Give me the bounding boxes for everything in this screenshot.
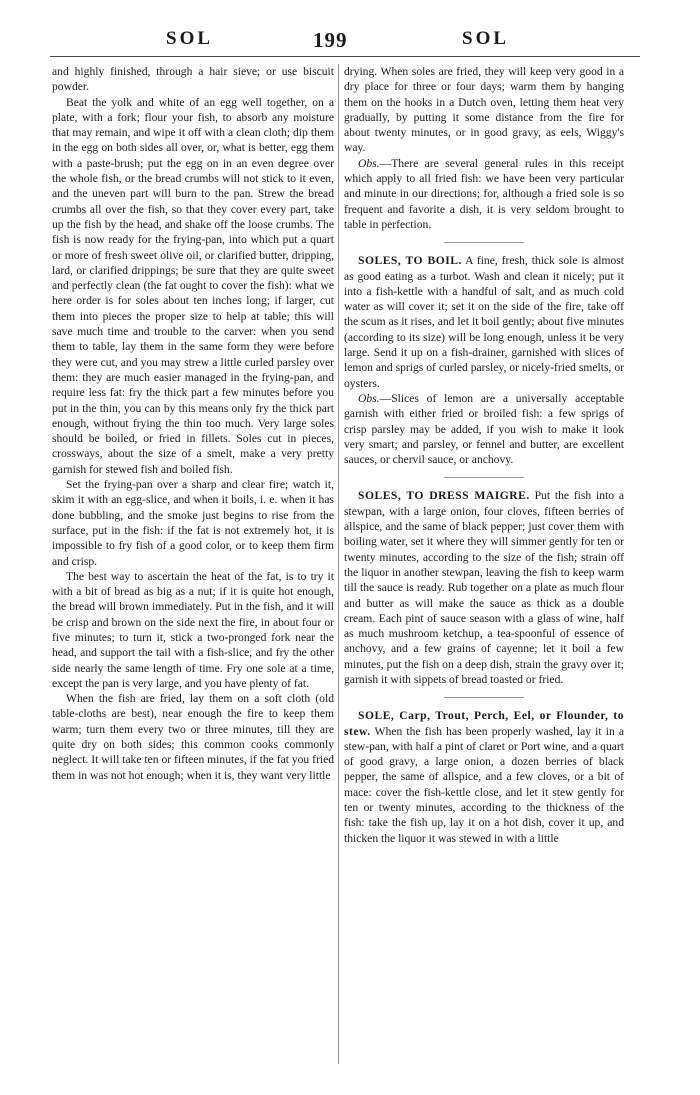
- right-paragraph-1: drying. When soles are fried, they will keep very good in a dry place for three or four days; warm them by hanging them on the hooks in a Dutch oven, letting them heat very gradually, by putting it some distance from the fire for about twenty minutes, or in good gravy, as eels, Wiggy's way.: [344, 65, 624, 155]
- left-paragraph-2: Beat the yolk and white of an egg well together, on a plate, with a fork; flour your fish, to absorb any moisture that may remain, and wipe it off with a clean cloth; dip them in the egg on both sides all over, or, what is better, egg them with a paste-brush; put the egg on in an even degree over the whole fish, or the bread crumbs will not stick to it even, and the uneven part will burn to the pan. Strew the bread crumbs all over the fish, so that they cover every part, take up the fish by the head, and shake off the loose crumbs. The fish is now ready for the frying-pan, into which put a quart or more of fresh sweet olive oil, or clarified butter, dripping, lard, or clarified drippings; be sure that they are quite sweet and perfectly clean (the fat ought to cover the fish): what we here order is for soles about ten inches long; if larger, cut them into pieces the proper size to help at table; this will save much time and trouble to the carver: when you send them to table, lay them in the same form they were before they were cut, and you may strew a little curled parsley over them: they are much easier managed in the frying-pan, and require less fat: fry the thick part a few minutes before you put in the thin, you can by this means only fry the thick part enough, without frying the thin too much. Very large soles should be boiled, or fried in fillets. Soles cut in pieces, crossways, about the size of a smelt, make a very pretty garnish for stewed fish and boiled fish.: [52, 95, 334, 476]
- left-paragraph-4: The best way to ascertain the heat of the fat, is to try it with a bit of bread as big as a nut; if it is quite hot enough, the bread will brown immediately. Put in the fish, and it will be crisp and brown on the side next the fire, in about four or five minutes; to turn it, stick a two-pronged fork near the head, and support the tail with a fish-slice, and fry the other side nearly the same length of time. Fry one sole at a time, except the pan is very large, and you have plenty of fat.: [52, 569, 334, 690]
- obs-text: —Slices of lemon are a universally acceptable garnish with either fried or broiled fish: a few sprigs of crisp parsley may be added, if you wish to make it look very smart; and parsley, or fennel and butter, are excellent sauces, or chervil sauce, or anchovy.: [344, 391, 624, 467]
- left-paragraph-3: Set the frying-pan over a sharp and clear fire; watch it, skim it with an egg-slice, and when it boils, i. e. when it has done bubbling, and the smoke just begins to rise from the surface, put in the fish: if the fat is not extremely hot, it is impossible to fry fish of a good color, or to keep them firm and crisp.: [52, 478, 334, 568]
- left-column: [52, 64, 334, 783]
- obs-paragraph-1: [344, 156, 624, 232]
- recipe-text: A fine, fresh, thick sole is almost as good eating as a turbot. Wash and clean it nicely; put it into a fish-kettle with a handful of salt, and as much cold water as will cover it; set it on the side of the fire, take off the scum as it rises, and let it boil gently; about five minutes (according to its size) will be long enough, unless it be very large. Send it up on a fish-drainer, garnished with slices of lemon and sprigs of curled parsley, or nicely-fried smelts, or oysters.: [344, 254, 624, 390]
- recipe-heading: SOLE, Carp, Trout, Perch, Eel, or Flounder, to stew.: [344, 709, 624, 738]
- running-header: [0, 28, 700, 52]
- recipe-text: Put the fish into a stewpan, with a large onion, four cloves, fifteen berries of allspice, and the same of black pepper; just cover them with boiling water, set it where they will simmer gently for ten or twenty minutes, according to the size of the fish; strain off the liquor in another stewpan, leaving the fish to keep warm till the sauce is ready. Rub together on a plate as much flour and butter as will make the sauce as thick as a double cream. Each pint of sauce season with a glass of wine, half as much mushroom ketchup, a tea-spoonful of essence of anchovy, and a few grains of cayenne; let it boil a few minutes, put the fish on a deep dish, strain the gravy over it; garnish it with sippets of bread toasted or fried.: [344, 489, 625, 686]
- obs-text: —There are several general rules in this receipt which apply to all fried fish: we have been very particular and minute in our directions; for, although a fried sole is so frequent and favorite a dish, it is very seldom brought to table in perfection.: [344, 156, 624, 231]
- column-divider: [338, 64, 339, 1064]
- obs-paragraph-2: [344, 391, 624, 467]
- left-paragraph-5: When the fish are fried, lay them on a soft cloth (old table-cloths are best), near enough the fire to keep them warm; turn them every two or three minutes, till they are quite dry on both sides; this common cooks commonly neglect. It will take ten or fifteen minutes, if the fat you fried them in was not hot enough; when it is, they want very little: [52, 692, 335, 782]
- header-right-word: SOL: [462, 28, 510, 49]
- recipe-soles-dress-maigre: [344, 488, 624, 687]
- recipe-text: When the fish has been properly washed, lay it in a stew-pan, with half a pint of claret or Port wine, and a quart of good gravy, a large onion, a dozen berries of black pepper, the same of allspice, and a few cloves, or a bit of mace: cover the fish-kettle close, and let it stew gently for ten or twenty minutes, according to the thickness of the fish: take the fish up, lay it on a hot dish, cover it up, and thicken the liquor it was stewed in with a little: [344, 724, 624, 845]
- right-column: [344, 64, 624, 846]
- recipe-heading: SOLES, TO BOIL.: [358, 254, 462, 268]
- page-number: 199: [313, 28, 348, 52]
- header-rule: [50, 56, 640, 57]
- section-separator: [444, 477, 524, 478]
- obs-label: Obs.: [358, 391, 380, 405]
- section-separator: [444, 242, 524, 243]
- section-separator: [444, 697, 524, 698]
- recipe-soles-to-boil: [344, 253, 624, 391]
- obs-label: Obs.: [358, 156, 380, 170]
- left-paragraph-1: and highly finished, through a hair sieve; or use biscuit powder.: [52, 65, 334, 94]
- recipe-sole-to-stew: [344, 708, 624, 846]
- recipe-heading: SOLES, TO DRESS MAIGRE.: [358, 489, 530, 503]
- header-left-word: SOL: [166, 28, 214, 49]
